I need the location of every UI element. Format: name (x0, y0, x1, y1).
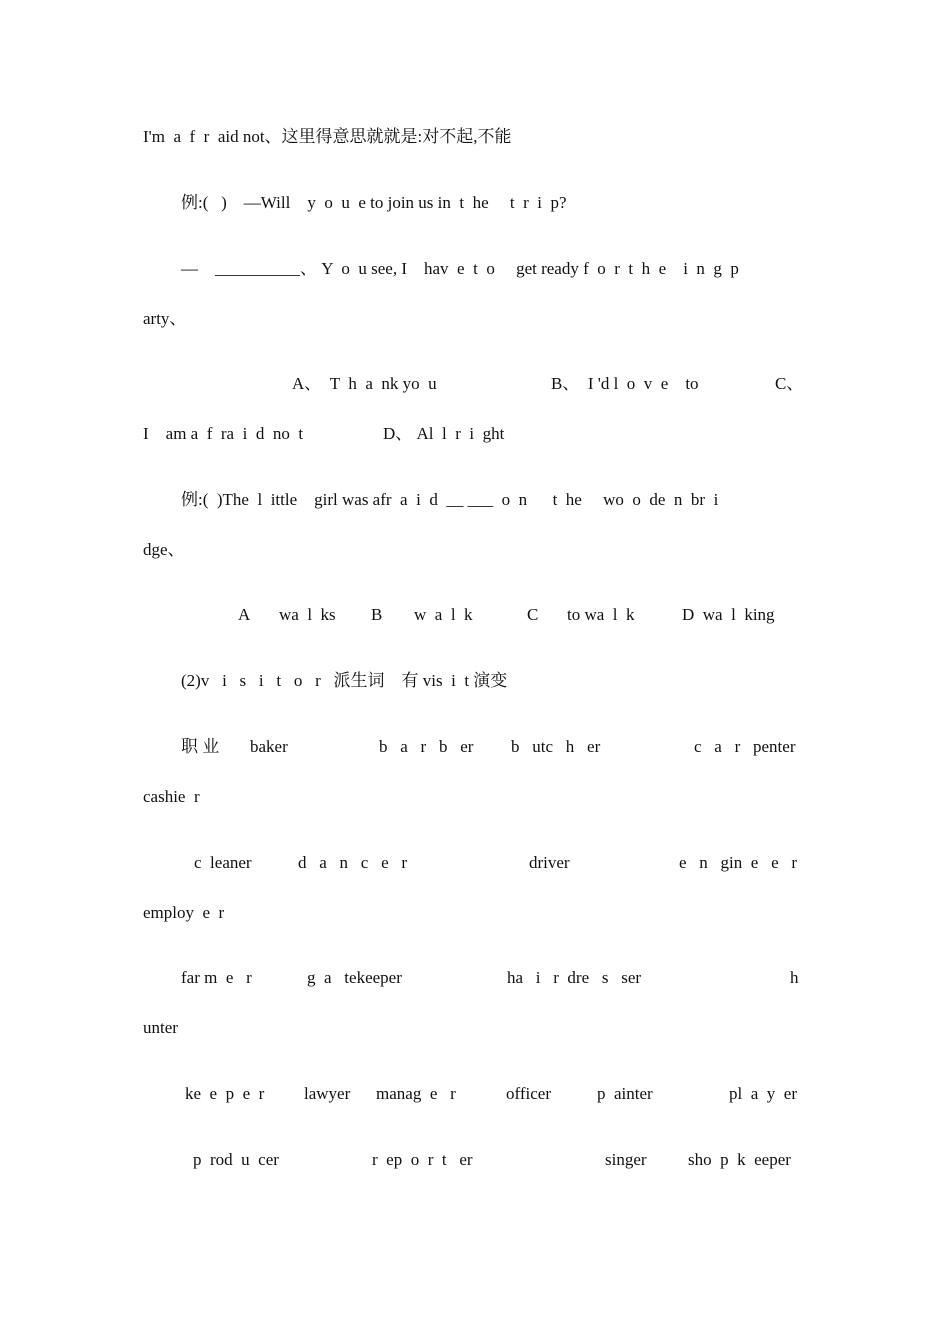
option-b: B、 I 'd l o v e to (551, 374, 699, 393)
word: singer (605, 1150, 647, 1169)
option-b-label: B (371, 605, 383, 624)
word: ha i r dre s ser (507, 968, 642, 987)
word: p ainter (597, 1084, 653, 1103)
word: officer (506, 1084, 551, 1103)
option-a-label: A (238, 605, 251, 624)
word: p rod u cer (193, 1150, 279, 1169)
answer-line: — __________、 Y o u see, I hav e t o get ready f o r t h e i n g p (181, 259, 739, 278)
word: b utc h er (511, 737, 601, 756)
word: pl a y er (729, 1084, 797, 1103)
word: r ep o r t er (372, 1150, 473, 1169)
word: cashie r (143, 787, 200, 806)
word: g a tekeeper (307, 968, 402, 987)
option-c-label: C (527, 605, 539, 624)
example-question: 例:( ) —Will y o u e to join us in t he t r i p? (181, 193, 567, 212)
word: unter (143, 1018, 178, 1037)
word: d a n c e r (298, 853, 408, 872)
option-d: D wa l king (682, 605, 775, 624)
label-occupation: 职 业 (181, 737, 220, 756)
word: c a r penter (694, 737, 796, 756)
word: employ e r (143, 903, 225, 922)
word: driver (529, 853, 570, 872)
option-c: to wa l k (567, 605, 635, 624)
option-c: I am a f ra i d no t (143, 424, 304, 443)
option-d: D、 Al l r i ght (383, 424, 505, 443)
word: far m e r (181, 968, 252, 987)
word: e n gin e e r (679, 853, 798, 872)
option-a: A、 T h a nk yo u (292, 374, 437, 393)
example-question: 例:( )The l ittle girl was afr a i d __ ___ o n t he wo o de n br i (181, 490, 719, 509)
text-line: dge、 (143, 540, 185, 559)
option-b: w a l k (414, 605, 473, 624)
option-a: wa l ks (279, 605, 336, 624)
word: manag e r (376, 1084, 456, 1103)
option-c-label: C、 (775, 374, 804, 393)
word: c leaner (194, 853, 252, 872)
word: baker (250, 737, 288, 756)
word: ke e p e r (185, 1084, 265, 1103)
word: lawyer (304, 1084, 351, 1103)
text-line: I'm a f r aid not、这里得意思就就是:对不起,不能 (143, 127, 512, 146)
text-line: arty、 (143, 309, 187, 328)
word: b a r b er (379, 737, 474, 756)
section-heading: (2)v i s i t o r 派生词 有 vis i t 演变 (181, 671, 508, 690)
word: sho p k eeper (688, 1150, 791, 1169)
word: h (790, 968, 799, 987)
